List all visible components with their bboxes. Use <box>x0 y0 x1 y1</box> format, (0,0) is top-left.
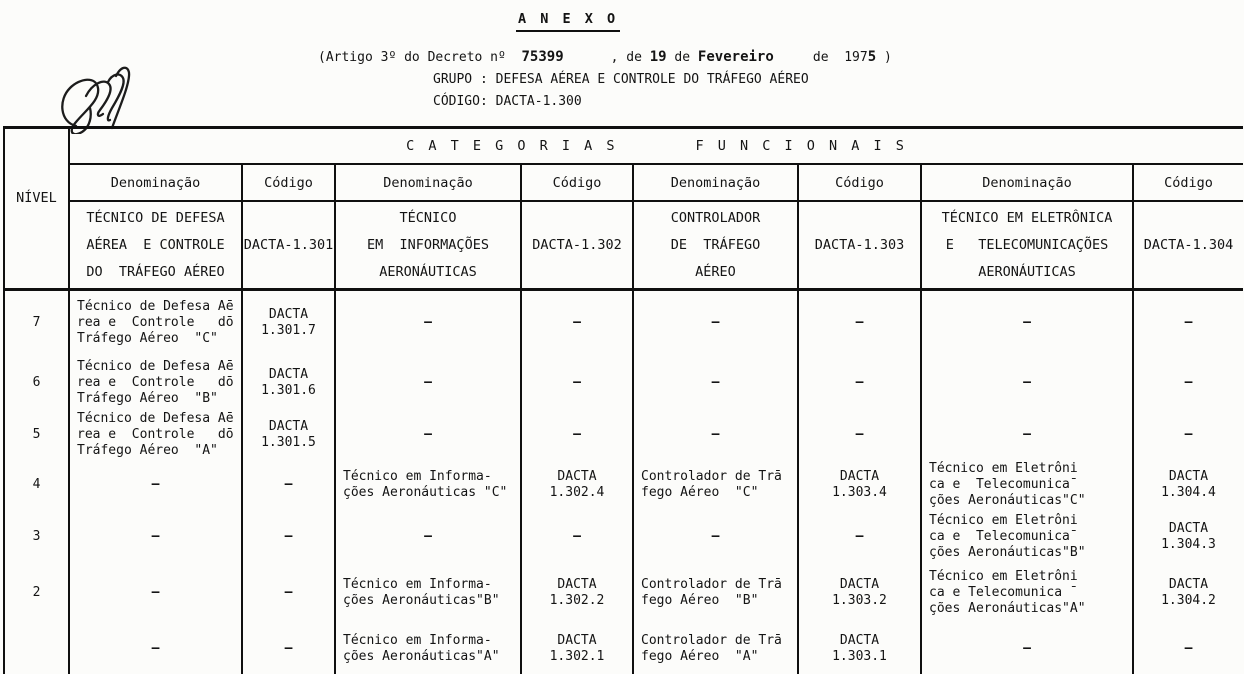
group-name-line: DO TRÁFEGO AÉREO <box>86 263 225 280</box>
dash-mark: – <box>424 315 432 330</box>
empty-cell <box>797 355 920 411</box>
column-header-denominacao-2: Denominação <box>334 165 520 202</box>
cell-line: DACTA <box>1168 577 1209 592</box>
cell-line: DACTA <box>557 633 597 648</box>
dash-mark: – <box>573 529 581 544</box>
group-name-line: AERONÁUTICAS <box>978 263 1076 280</box>
dash-mark: – <box>711 427 720 442</box>
empty-cell <box>797 291 920 355</box>
empty-cell <box>241 563 334 623</box>
cell-line: 1.301.6 <box>261 383 316 398</box>
dash-mark: – <box>855 529 864 544</box>
cell-line: rea e Controle dō <box>77 375 234 390</box>
cell-line: Técnico em Eletrôni <box>929 461 1078 476</box>
cell-line: 1.303.1 <box>832 649 887 664</box>
dash-mark: – <box>424 529 432 544</box>
dash-mark: – <box>1184 641 1193 656</box>
empty-cell <box>241 459 334 511</box>
group-line: GRUPO : DEFESA AÉREA E CONTROLE DO TRÁFEGO AÉREO <box>433 72 809 87</box>
code-cell <box>1132 459 1243 511</box>
dash-mark: – <box>855 315 864 330</box>
dash-mark: – <box>1023 315 1031 330</box>
categories-title: C A T E G O R I A S F U N C I O N A I S <box>68 129 1243 165</box>
column-header-codigo-1: Código <box>241 165 334 202</box>
cell-line: 1.302.1 <box>549 649 605 664</box>
denomination-cell <box>334 563 520 623</box>
decree-line <box>318 49 892 65</box>
cell-line: 1.303.2 <box>832 593 887 608</box>
cell-line: DACTA <box>268 419 309 434</box>
cell-line: 1.304.4 <box>1161 485 1216 500</box>
denomination-cell <box>68 355 241 411</box>
dash-mark: – <box>151 585 160 600</box>
cell-line: fego Aéreo "B" <box>641 593 759 608</box>
cell-line: rea e Controle dō <box>77 315 234 330</box>
dash-mark: – <box>151 529 160 544</box>
dash-mark: – <box>573 427 581 442</box>
cell-line: Técnico de Defesa Aē <box>77 299 234 314</box>
dash-mark: – <box>284 529 293 544</box>
group-name-line: TÉCNICO <box>399 209 457 226</box>
dash-mark: – <box>1184 375 1193 390</box>
code-cell <box>241 355 334 411</box>
empty-cell <box>334 291 520 355</box>
group-name-line: TÉCNICO EM ELETRÔNICA <box>941 209 1113 226</box>
cell-line: 1.302.2 <box>549 593 605 608</box>
cell-line: Técnico em Informa- <box>343 469 492 484</box>
level-header: NÍVEL <box>5 129 68 291</box>
empty-cell <box>520 291 632 355</box>
cell-line: DACTA <box>1168 521 1209 536</box>
cell-line: Tráfego Aéreo "A" <box>77 443 218 458</box>
code-cell <box>241 291 334 355</box>
group-name-cell <box>632 202 797 291</box>
empty-cell <box>520 355 632 411</box>
empty-cell <box>920 291 1132 355</box>
cell-line: fego Aéreo "A" <box>641 649 759 664</box>
level-cell: 2 <box>32 585 41 600</box>
denomination-cell <box>68 411 241 459</box>
code-cell <box>1132 511 1243 563</box>
group-name-line: TÉCNICO DE DEFESA <box>86 209 225 226</box>
dash-mark: – <box>711 375 720 390</box>
empty-cell <box>797 411 920 459</box>
denomination-cell <box>632 459 797 511</box>
decree-number: 75399 <box>521 49 564 65</box>
code-cell <box>1132 563 1243 623</box>
dash-mark: – <box>424 375 432 390</box>
level-cell <box>5 623 68 674</box>
group-name-line: EM INFORMAÇÕES <box>367 236 489 253</box>
empty-cell <box>1132 355 1243 411</box>
cell-line: rea e Controle dō <box>77 427 234 442</box>
cell-line: 1.302.4 <box>549 485 605 500</box>
empty-cell <box>68 623 241 674</box>
cell-line: Controlador de Trā <box>641 633 782 648</box>
dash-mark: – <box>284 641 293 656</box>
group-code-cell: DACTA-1.301 <box>241 202 334 291</box>
dash-mark: – <box>284 477 293 492</box>
categories-table <box>3 126 1243 674</box>
page-title: A N E X O <box>516 11 620 32</box>
cell-line: Tráfego Aéreo "B" <box>77 391 218 406</box>
cell-line: DACTA <box>557 577 597 592</box>
group-name-line: AERONÁUTICAS <box>379 263 477 280</box>
empty-cell <box>632 355 797 411</box>
cell-line: ções Aeronáuticas"A" <box>343 649 500 664</box>
empty-cell <box>797 511 920 563</box>
code-cell <box>520 623 632 674</box>
cell-line: ções Aeronáuticas"A" <box>929 601 1086 616</box>
denomination-cell <box>920 459 1132 511</box>
denomination-cell <box>334 459 520 511</box>
cell-line: Técnico em Informa- <box>343 633 492 648</box>
dash-mark: – <box>151 641 160 656</box>
cell-line: Controlador de Trā <box>641 469 782 484</box>
cell-line: ca e Telecomunica¯ <box>929 477 1078 492</box>
cell-line: Técnico em Informa- <box>343 577 492 592</box>
dash-mark: – <box>424 427 432 442</box>
dash-mark: – <box>1184 315 1193 330</box>
empty-cell <box>1132 623 1243 674</box>
cell-line: fego Aéreo "C" <box>641 485 759 500</box>
empty-cell <box>632 411 797 459</box>
group-name-line: E TELECOMUNICAÇÕES <box>945 236 1109 253</box>
column-header-codigo-4: Código <box>1132 165 1243 202</box>
empty-cell <box>920 355 1132 411</box>
code-cell <box>797 623 920 674</box>
denomination-cell <box>334 623 520 674</box>
cell-line: Controlador de Trā <box>641 577 782 592</box>
decree-text: de <box>666 50 698 65</box>
dash-mark: – <box>1023 427 1031 442</box>
group-name-line: CONTROLADOR <box>670 209 761 226</box>
denomination-cell <box>920 563 1132 623</box>
group-name-line: AÉREO <box>695 263 736 280</box>
level-cell: 6 <box>32 375 41 390</box>
empty-cell <box>520 511 632 563</box>
code-line: CÓDIGO: DACTA-1.300 <box>433 94 582 109</box>
empty-cell <box>334 411 520 459</box>
dash-mark: – <box>1023 375 1031 390</box>
code-cell <box>520 563 632 623</box>
dash-mark: – <box>855 375 864 390</box>
dash-mark: – <box>573 315 581 330</box>
cell-line: DACTA <box>557 469 597 484</box>
dash-mark: – <box>855 427 864 442</box>
empty-cell <box>334 511 520 563</box>
level-cell: 4 <box>32 477 41 492</box>
empty-cell <box>632 291 797 355</box>
empty-cell <box>920 411 1132 459</box>
dash-mark: – <box>711 529 720 544</box>
cell-line: 1.304.3 <box>1161 537 1216 552</box>
empty-cell <box>520 411 632 459</box>
cell-line: ções Aeronáuticas"C" <box>929 493 1086 508</box>
denomination-cell <box>68 291 241 355</box>
denomination-cell <box>632 563 797 623</box>
group-code-cell: DACTA-1.303 <box>797 202 920 291</box>
code-cell <box>520 459 632 511</box>
cell-line: Tráfego Aéreo "C" <box>77 331 218 346</box>
cell-line: Técnico em Eletrôni <box>929 569 1078 584</box>
level-cell: 3 <box>32 529 41 544</box>
cell-line: DACTA <box>839 633 880 648</box>
code-cell <box>797 459 920 511</box>
decree-text: (Artigo 3º do Decreto nº <box>318 50 522 65</box>
cell-line: DACTA <box>839 469 880 484</box>
cell-line: DACTA <box>1168 469 1209 484</box>
decree-month: Fevereiro <box>697 49 774 65</box>
empty-cell <box>241 623 334 674</box>
level-cell: 5 <box>32 427 41 442</box>
cell-line: 1.304.2 <box>1161 593 1216 608</box>
cell-line: ca e Telecomunica¯ <box>929 529 1078 544</box>
decree-year-digit: 5 <box>867 49 877 65</box>
cell-line: DACTA <box>268 367 309 382</box>
denomination-cell <box>632 623 797 674</box>
cell-line: DACTA <box>839 577 880 592</box>
empty-cell <box>241 511 334 563</box>
decree-text: de 197 <box>773 50 868 65</box>
cell-line: ções Aeronáuticas"B" <box>929 545 1086 560</box>
signature-scribble <box>46 48 138 134</box>
column-header-codigo-3: Código <box>797 165 920 202</box>
dash-mark: – <box>711 315 720 330</box>
dash-mark: – <box>284 585 293 600</box>
cell-line: Técnico de Defesa Aē <box>77 359 234 374</box>
group-name-line: DE TRÁFEGO <box>670 236 761 253</box>
cell-line: 1.303.4 <box>832 485 887 500</box>
cell-line: DACTA <box>268 307 309 322</box>
column-header-denominacao-1: Denominação <box>68 165 241 202</box>
empty-cell <box>1132 411 1243 459</box>
column-header-denominacao-4: Denominação <box>920 165 1132 202</box>
group-name-cell <box>920 202 1132 291</box>
empty-cell <box>920 623 1132 674</box>
group-name-cell <box>68 202 241 291</box>
denomination-cell <box>920 511 1132 563</box>
level-cell: 7 <box>32 315 41 330</box>
decree-text: , de <box>563 50 650 65</box>
column-header-denominacao-3: Denominação <box>632 165 797 202</box>
code-cell <box>797 563 920 623</box>
empty-cell <box>632 511 797 563</box>
dash-mark: – <box>151 477 160 492</box>
cell-line: 1.301.5 <box>261 435 316 450</box>
cell-line: ções Aeronáuticas "C" <box>343 485 508 500</box>
code-cell <box>241 411 334 459</box>
decree-day: 19 <box>649 49 667 65</box>
empty-cell <box>1132 291 1243 355</box>
cell-line: ca e Telecomunica ¯ <box>929 585 1078 600</box>
column-header-codigo-2: Código <box>520 165 632 202</box>
group-code-cell: DACTA-1.304 <box>1132 202 1243 291</box>
empty-cell <box>68 511 241 563</box>
cell-line: Técnico de Defesa Aē <box>77 411 234 426</box>
group-name-line: AÉREA E CONTROLE <box>86 236 225 253</box>
group-name-cell <box>334 202 520 291</box>
cell-line: Técnico em Eletrôni <box>929 513 1078 528</box>
cell-line: ções Aeronáuticas"B" <box>343 593 500 608</box>
empty-cell <box>68 563 241 623</box>
empty-cell <box>334 355 520 411</box>
dash-mark: – <box>573 375 581 390</box>
empty-cell <box>68 459 241 511</box>
dash-mark: – <box>1184 427 1193 442</box>
group-code-cell: DACTA-1.302 <box>520 202 632 291</box>
cell-line: 1.301.7 <box>261 323 316 338</box>
dash-mark: – <box>1023 641 1031 656</box>
decree-text: ) <box>876 50 892 65</box>
